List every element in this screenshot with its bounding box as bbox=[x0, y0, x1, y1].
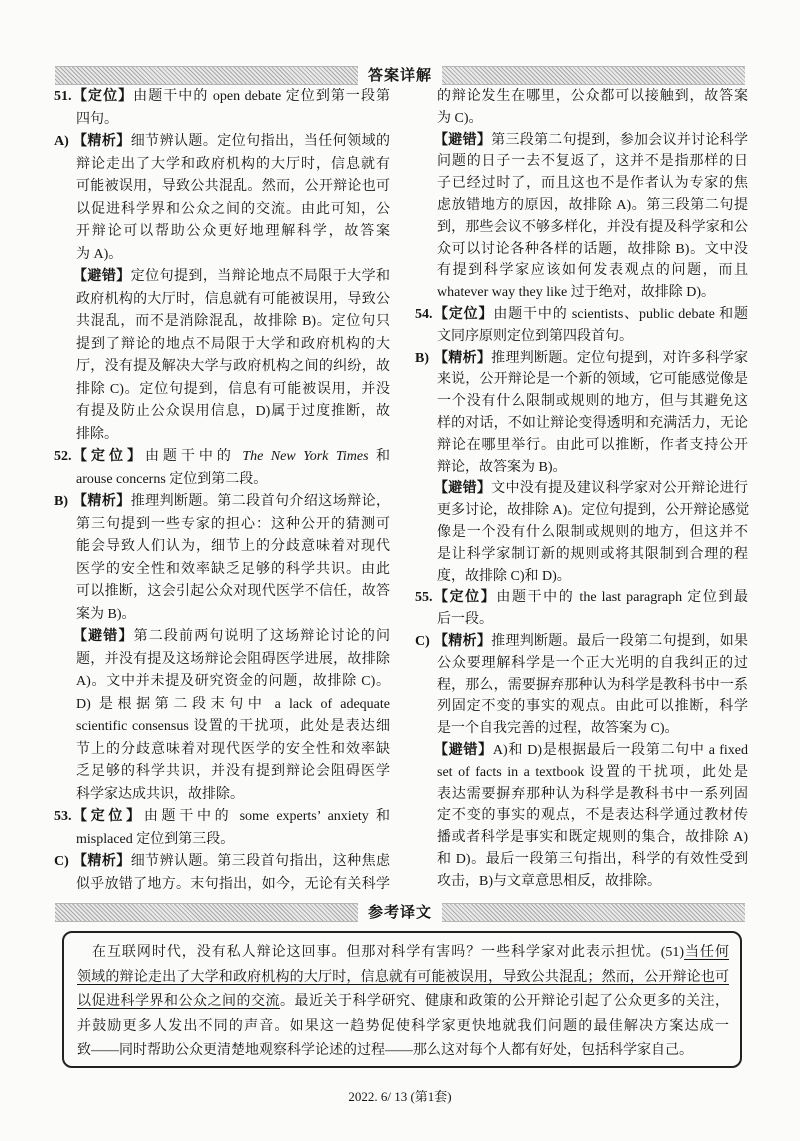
text-segment: 由题干中的 bbox=[144, 449, 243, 464]
text-line bbox=[73, 626, 391, 649]
text-line bbox=[76, 334, 390, 357]
answer-block bbox=[434, 130, 749, 304]
text-line bbox=[76, 244, 390, 267]
text-segment: 医学的安全性和效率缺乏足够的科学共识。由此 bbox=[76, 561, 390, 577]
text-line bbox=[76, 109, 390, 132]
text-line bbox=[437, 718, 748, 740]
answer-block bbox=[54, 851, 391, 896]
text-line bbox=[415, 631, 749, 653]
text-segment: 共混乱，而不是消除混乱，故排除 B)。定位句只 bbox=[76, 314, 390, 329]
text-segment: arouse concerns 定位到第二段。 bbox=[76, 471, 268, 487]
text-segment: 样的对话，不如让辩论变得透明和充满活力，无论 bbox=[437, 415, 748, 431]
answer-option: C) bbox=[415, 633, 430, 649]
question-number: 51. bbox=[54, 89, 72, 104]
text-line bbox=[437, 500, 748, 522]
text-line bbox=[437, 762, 748, 784]
question-number: 53. bbox=[54, 809, 72, 824]
section-tag: 【避错】 bbox=[434, 481, 492, 497]
text-line bbox=[437, 326, 748, 348]
text-segment: 推理判断题。定位句提到，对许多科学家 bbox=[491, 350, 749, 366]
text-line bbox=[73, 266, 391, 289]
section-tag: 【精析】 bbox=[434, 633, 492, 649]
text-line bbox=[437, 544, 748, 566]
italic-title: The New York Times bbox=[242, 449, 369, 464]
answer-block bbox=[415, 587, 748, 631]
section-tag: 【精析】 bbox=[434, 350, 492, 366]
text-segment: 第三段第二句提到，参加会议并讨论科学 bbox=[491, 132, 749, 148]
text-segment: 由题干中的 open debate 定位到第一段第 bbox=[133, 89, 390, 104]
text-segment: 排除。 bbox=[76, 426, 118, 442]
text-line bbox=[76, 829, 390, 852]
answer-block bbox=[54, 86, 390, 131]
text-segment: 列固定不变的事实的观点。由此可以推断，科学 bbox=[437, 699, 748, 715]
section-tag: 【定位】 bbox=[434, 590, 497, 606]
translation-line bbox=[77, 941, 729, 966]
text-line bbox=[437, 566, 748, 588]
text-segment: 表达需要摒弃那种认为科学是教科书中一系列固 bbox=[437, 786, 748, 802]
text-segment: 后一段。 bbox=[437, 612, 493, 628]
text-line bbox=[54, 491, 391, 514]
text-line bbox=[437, 391, 748, 413]
answer-block bbox=[415, 631, 749, 740]
text-segment: 更多讨论，故排除 A)。定位句提到，公开辩论感觉 bbox=[437, 503, 750, 519]
text-line bbox=[76, 401, 390, 424]
text-line bbox=[76, 874, 390, 897]
text-line bbox=[437, 675, 748, 697]
text-segment: 能会导致人们认为，细节上的分歧意味着对现代 bbox=[76, 539, 390, 554]
section-tag: 【避错】 bbox=[434, 742, 493, 758]
text-line bbox=[437, 522, 748, 544]
text-segment: 似乎放错了地方。末句指出，如今，无论有关科学 bbox=[76, 876, 390, 892]
text-segment: 公众要理解科学是一个正大光明的自我纠正的过 bbox=[437, 655, 748, 671]
text-line bbox=[76, 424, 390, 447]
answer-block bbox=[54, 806, 390, 851]
text-segment: 一个没有什么限制或规则的地方，但与其避免这 bbox=[437, 394, 748, 410]
underlined-text: 当任何 bbox=[684, 945, 729, 960]
text-segment: 在互联网时代，没有私人辩论这回事。但那对科学有害吗？一些科学家对此表示担忧。(51) bbox=[92, 945, 685, 960]
answer-option: A) bbox=[54, 134, 69, 149]
text-segment: 致——同时帮助公众更清楚地观察科学论述的过程——那么这对每个人都有好处，包括科学家自己。 bbox=[77, 1043, 693, 1059]
text-segment: 排除 C)。定位句提到，信息有可能被误用，并没 bbox=[76, 381, 390, 397]
translation-box bbox=[62, 931, 742, 1068]
section-tag: 【定位】 bbox=[73, 89, 134, 104]
text-line bbox=[76, 199, 390, 222]
text-line bbox=[437, 195, 748, 217]
answer-block bbox=[54, 446, 391, 491]
text-segment: 开辩论可以帮助公众更好地理解科学，故答案 bbox=[76, 224, 390, 239]
section-tag: 【定位】 bbox=[434, 306, 494, 322]
text-segment: 的辩论发生在哪里，公众都可以接触到，故答案 bbox=[437, 89, 748, 104]
text-segment: 有提及防止公众误用信息，D)属于过度推断，故 bbox=[76, 404, 390, 419]
question-number: 55. bbox=[415, 590, 433, 606]
text-line bbox=[54, 131, 391, 154]
text-segment: 文同序原则定位到第四段首句。 bbox=[437, 328, 633, 344]
text-line bbox=[54, 446, 391, 469]
text-line bbox=[437, 849, 748, 871]
page-footer: 2022. 6/ 13 (第1套) bbox=[348, 1089, 452, 1104]
text-line bbox=[437, 609, 748, 631]
translation-line bbox=[77, 990, 729, 1015]
text-segment: 乏足够的科学共识，并没有提到辩论会阻碍医学 bbox=[76, 764, 390, 779]
answer-block bbox=[434, 478, 750, 587]
text-segment: 提到了辩论的地点不局限于大学和政府机构的大 bbox=[76, 336, 390, 352]
text-line bbox=[437, 151, 748, 173]
text-segment: 由题干中的 the last paragraph 定位到最 bbox=[496, 590, 748, 606]
text-segment: 。最近关于科学研究、健康和政策的公开辩论引起了公众更多的关注， bbox=[280, 994, 729, 1010]
section-tag: 【避错】 bbox=[73, 629, 134, 644]
text-line bbox=[437, 784, 748, 806]
text-line bbox=[76, 739, 390, 762]
text-line bbox=[437, 457, 748, 479]
text-segment: 为 C)。 bbox=[437, 110, 483, 126]
section-tag: 【定位】 bbox=[73, 449, 145, 464]
text-line bbox=[437, 805, 748, 827]
text-line bbox=[76, 469, 390, 492]
text-line bbox=[76, 694, 390, 717]
text-segment: 定不变的事实的观点，不是表达科学通过教材传 bbox=[437, 808, 748, 824]
text-line bbox=[76, 581, 390, 604]
text-segment: 有提到科学家应该如何发表观点的问题，而且 bbox=[437, 263, 748, 279]
text-segment: 定位句提到，当辩论地点不局限于大学和 bbox=[130, 269, 391, 284]
translation-line bbox=[77, 1039, 729, 1064]
section-tag: 【精析】 bbox=[73, 854, 131, 869]
text-line bbox=[76, 716, 390, 739]
text-segment: 细节辨认题。定位句指出，当任何领域的 bbox=[130, 134, 391, 149]
text-line bbox=[76, 154, 390, 177]
text-line bbox=[76, 379, 390, 402]
text-line bbox=[76, 356, 390, 379]
answer-block bbox=[54, 131, 391, 266]
text-segment: 和 D)。最后一段第三句指出，科学的有效性受到 bbox=[437, 851, 748, 867]
text-segment: 厅，没有提及解决大学与政府机构之间的纠纷，故 bbox=[76, 359, 390, 374]
text-segment: 第二段前两句说明了这场辩论讨论的问 bbox=[133, 629, 391, 644]
text-line bbox=[76, 604, 390, 627]
text-line bbox=[76, 559, 390, 582]
text-line bbox=[54, 806, 390, 829]
text-segment: 和 bbox=[368, 449, 391, 464]
text-segment: 问题的日子一去不复返了，这并不是指那样的日 bbox=[437, 154, 748, 170]
text-line bbox=[54, 851, 391, 874]
text-segment: 文中没有提及建议科学家对公开辩论进行 bbox=[491, 481, 749, 497]
text-segment: 细节辨认题。第三段首句指出，这种焦虑 bbox=[130, 854, 391, 869]
translation-section-title: 参考译文 bbox=[358, 902, 442, 923]
question-number: 54. bbox=[415, 306, 433, 322]
text-segment: 攻击，B)与文章意思相反，故排除。 bbox=[437, 873, 661, 889]
answer-block bbox=[415, 348, 749, 479]
text-segment: 四句。 bbox=[76, 111, 118, 127]
text-segment: 题，并没有提及这场辩论会阻碍医学进展，故排除 bbox=[76, 651, 390, 667]
text-line bbox=[437, 413, 748, 435]
text-line bbox=[76, 536, 390, 559]
text-segment: 像是一个没有什么限制或规则的地方，但这并不 bbox=[437, 524, 748, 540]
text-line bbox=[76, 176, 390, 199]
text-segment: 可以推断，这会引起公众对现代医学不信任，故答 bbox=[76, 584, 390, 599]
text-segment: 节上的分歧意味着对现代医学的安全性和效率缺 bbox=[76, 741, 390, 757]
text-line bbox=[434, 478, 749, 500]
answer-block bbox=[415, 304, 748, 348]
translation-line bbox=[77, 1015, 729, 1040]
left-column bbox=[54, 86, 391, 896]
underlined-text: 以促进科学界和公众之间的交流 bbox=[77, 994, 280, 1010]
text-segment: 度，故排除 C)和 D)。 bbox=[437, 568, 571, 584]
text-line bbox=[437, 239, 748, 261]
text-line bbox=[434, 740, 749, 762]
text-line bbox=[437, 653, 748, 675]
text-line bbox=[437, 282, 748, 304]
answer-block bbox=[437, 86, 748, 130]
answer-block bbox=[73, 266, 391, 446]
text-line bbox=[76, 784, 390, 807]
text-segment: 辩论在哪里举行。由此可以推断，作者支持公开 bbox=[437, 437, 748, 453]
text-segment: 来说，公开辩论是一个新的领域，它可能感觉像是 bbox=[437, 372, 748, 388]
text-segment: 辩论，故答案为 B)。 bbox=[437, 459, 567, 475]
text-segment: scientific consensus 设置的干扰项，此处是表达细 bbox=[76, 719, 390, 734]
text-segment: 众可以讨论各种各样的话题，故排除 B)。文中没 bbox=[437, 241, 748, 257]
text-segment: 政府机构的大厅时，信息就有可能被误用，导致公 bbox=[76, 291, 390, 307]
text-line bbox=[437, 369, 748, 391]
text-segment: 第三句提到一些专家的担心：这种公开的猜测可 bbox=[76, 516, 390, 532]
text-segment: A)和 D)是根据最后一段第二句中 a fixed bbox=[492, 742, 749, 758]
text-segment: misplaced 定位到第三段。 bbox=[76, 831, 235, 847]
text-line bbox=[437, 827, 748, 849]
text-segment: 科学家达成共识，故排除。 bbox=[76, 786, 244, 802]
text-segment: 推理判断题。第二段首句介绍这场辩论， bbox=[130, 494, 391, 509]
text-segment: A)。文中并未提及研究资金的问题，故排除 C)。 bbox=[76, 674, 390, 689]
text-segment: whatever way they like 过于绝对，故排除 D)。 bbox=[437, 285, 715, 301]
answer-block bbox=[73, 626, 391, 806]
text-line bbox=[76, 649, 390, 672]
text-segment: 并鼓励更多人发出不同的声音。如果这一趋势促使科学家更快地就我们问题的最佳解决方案达成一 bbox=[77, 1018, 729, 1034]
text-segment: 可能被误用，导致公共混乱。然而，公开辩论也可 bbox=[76, 179, 390, 194]
text-line bbox=[437, 217, 748, 239]
right-column bbox=[415, 86, 750, 892]
question-number: 52. bbox=[54, 449, 72, 464]
text-segment: set of facts in a textbook 设置的干扰项，此处是 bbox=[437, 764, 748, 780]
text-segment: 子已经过时了，而且这也不是作者认为专家的焦 bbox=[437, 176, 748, 192]
text-line bbox=[415, 304, 748, 326]
text-line bbox=[76, 671, 390, 694]
section-tag: 【精析】 bbox=[73, 134, 131, 149]
text-line bbox=[437, 435, 748, 457]
text-line bbox=[437, 696, 748, 718]
text-segment: 是一个自我完善的过程，故答案为 C)。 bbox=[437, 721, 679, 737]
text-line bbox=[76, 761, 390, 784]
section-tag: 【避错】 bbox=[434, 132, 492, 148]
answer-block bbox=[54, 491, 391, 626]
answer-block bbox=[434, 740, 749, 893]
section-tag: 【精析】 bbox=[73, 494, 131, 509]
section-header-bar bbox=[55, 66, 745, 85]
text-segment: 推理判断题。最后一段第二句提到，如果 bbox=[491, 633, 749, 649]
text-segment: 播或者科学是事实和既定规则的集合，故排除 A) bbox=[437, 830, 748, 846]
text-line bbox=[437, 173, 748, 195]
text-segment: 由题干中的 scientists、public debate 和题 bbox=[493, 306, 748, 322]
underlined-text: 领域的辩论走出了大学和政府机构的大厅时，信息就有可能被误用，导致公共混乱；然而，公开辩论也可 bbox=[77, 969, 729, 985]
text-segment: 案为 B)。 bbox=[76, 606, 136, 622]
text-segment: 以促进科学界和公众之间的交流。由此可知，公 bbox=[76, 201, 390, 217]
text-segment: 为 A)。 bbox=[76, 246, 123, 262]
answer-option: B) bbox=[415, 350, 429, 366]
section-tag: 【定位】 bbox=[73, 809, 144, 824]
text-line bbox=[76, 221, 390, 244]
text-line bbox=[415, 348, 749, 370]
translation-line bbox=[77, 966, 729, 991]
section-header-bar bbox=[55, 903, 745, 922]
text-segment: 是让科学家制订新的规则或将其限制到合理的程 bbox=[437, 546, 748, 562]
answer-option: B) bbox=[54, 494, 68, 509]
text-segment: D) 是根据第二段末句中 a lack of adequate bbox=[76, 696, 390, 712]
text-segment: 虑放错地方的原因，故排除 A)。第三段第二句提 bbox=[437, 197, 748, 213]
answer-section-title: 答案详解 bbox=[358, 65, 442, 86]
text-line bbox=[76, 514, 390, 537]
text-line bbox=[54, 86, 390, 109]
answer-option: C) bbox=[54, 854, 69, 869]
text-line bbox=[76, 289, 390, 312]
text-line bbox=[437, 86, 748, 108]
text-line bbox=[434, 130, 749, 152]
text-line bbox=[415, 587, 748, 609]
text-line bbox=[437, 871, 748, 893]
text-segment: 到，那些会议不够多样化，并没有提及科学家和公 bbox=[437, 219, 748, 235]
text-segment: 辩论走出了大学和政府机构的大厅时，信息就有 bbox=[76, 156, 390, 172]
text-segment: 程，那么，需要摒弃那种认为科学是教科书中一系 bbox=[437, 677, 748, 693]
text-line bbox=[76, 311, 390, 334]
section-tag: 【避错】 bbox=[73, 269, 131, 284]
text-segment: 由题干中的 some experts’ anxiety 和 bbox=[143, 809, 390, 824]
text-line bbox=[437, 260, 748, 282]
text-line bbox=[437, 108, 748, 130]
